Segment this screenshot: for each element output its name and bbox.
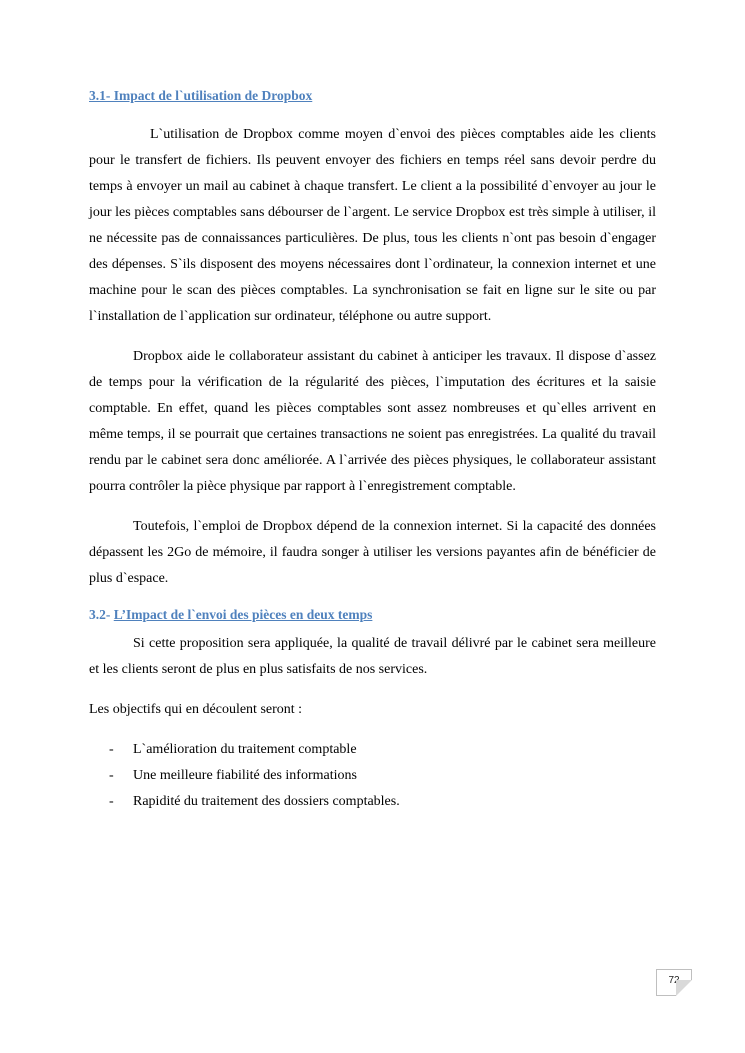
section-3-1-heading [89,86,656,106]
section-3-2-paragraph: Si cette proposition sera appliquée, la qualité de travail délivré par le cabinet sera meilleure et les clients seront de plus en plus satisfaits de nos services. [89,636,656,677]
section-3-1-paragraph-2: Dropbox aide le collaborateur assistant du cabinet à anticiper les travaux. Il dispose d`assez de temps pour la vérification de la régularité des pièces, l`imputation des écritures et la saisie comptable. En effet, quand les pièces comptables sont assez nombreuses et qu`elles arrivent en même temps, il se pourrait que certaines transactions ne soient pas enregistrées. La qualité du travail rendu par le cabinet sera donc améliorée. A l`arrivée des pièces physiques, le collaborateur assistant pourra contrôler la pièce physique par rapport à l`enregistrement comptable. [89,349,656,494]
list-item [89,789,656,815]
section-3-2-heading [89,605,656,625]
document-page [89,86,656,815]
section-3-2-number: 3.2- [89,607,114,622]
objectives-label: Les objectifs qui en découlent seront : [89,702,303,717]
section-3-2-title: L’Impact de l`envoi des pièces en deux temps [113,607,373,622]
page-number: 72 [668,975,680,986]
objective-text: L`amélioration du traitement comptable [133,742,357,757]
page-number-box [656,969,692,996]
objective-text: Une meilleure fiabilité des informations [133,768,357,783]
section-3-1-title: 3.1- Impact de l`utilisation de Dropbox [89,88,313,103]
section-3-1-paragraph-3: Toutefois, l`emploi de Dropbox dépend de la connexion internet. Si la capacité des données dépassent les 2Go de mémoire, il faudra songer à utiliser les versions payantes afin de bénéficier de plus d`espace. [89,519,656,586]
page-corner-fold-icon [676,980,692,996]
list-item [89,737,656,763]
bullet-dash: - [109,742,114,757]
objectives-list [89,737,656,815]
section-3-1-paragraph-1: L`utilisation de Dropbox comme moyen d`envoi des pièces comptables aide les clients pour le transfert de fichiers. Ils peuvent envoyer des fichiers en temps réel sans devoir perdre du temps à envoyer un mail au cabinet à chaque transfert. Le client a la possibilité d`envoyer au jour le jour les pièces comptables sans débourser de l`argent. Le service Dropbox est très simple à utiliser, il ne nécessite pas de connaissances particulières. De plus, tous les clients n`ont pas besoin d`engager des dépenses. S`ils disposent des moyens nécessaires dont l`ordinateur, la connexion internet et une machine pour le scan des pièces comptables. La synchronisation se fait en ligne sur le site ou par l`installation de l`application sur ordinateur, téléphone ou autre support. [89,127,656,324]
bullet-dash: - [109,794,114,809]
objective-text: Rapidité du traitement des dossiers comptables. [133,794,400,809]
list-item [89,763,656,789]
bullet-dash: - [109,768,114,783]
